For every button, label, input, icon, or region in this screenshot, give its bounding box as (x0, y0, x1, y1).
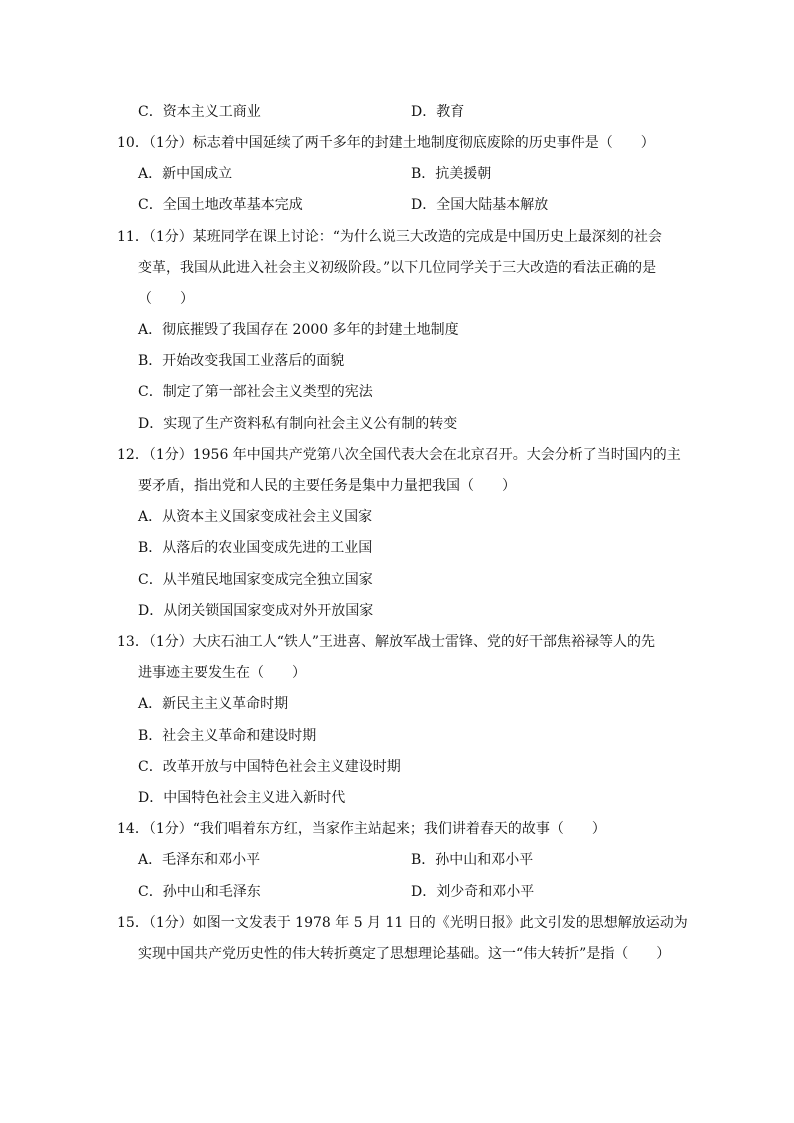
q13-option-b: B．社会主义革命和建设时期 (138, 728, 317, 744)
q12-stem-line1: 12．（1分）1956 年中国共产党第八次全国代表大会在北京召开。大会分析了当时国内的主 (117, 447, 681, 463)
q11-option-b: B．开始改变我国工业落后的面貌 (138, 353, 345, 369)
q13-option-a: A．新民主主义革命时期 (138, 696, 289, 712)
q11-stem-line3: （ ） (138, 291, 194, 307)
q10-option-c: C．全国土地改革基本完成 (138, 197, 303, 213)
q12-option-c: C．从半殖民地国家变成完全独立国家 (138, 572, 373, 588)
q9-option-d: D．教育 (411, 104, 465, 120)
q12-option-d: D．从闭关锁国国家变成对外开放国家 (138, 603, 374, 619)
q13-stem-line2: 进事迹主要发生在（ ） (138, 665, 306, 681)
q13-option-c: C．改革开放与中国特色社会主义建设时期 (138, 759, 401, 775)
q13-stem-line1: 13．（1分）大庆石油工人“铁人”王进喜、解放军战士雷锋、党的好干部焦裕禄等人的先 (117, 634, 656, 650)
q14-option-a: A．毛泽东和邓小平 (138, 852, 261, 868)
q12-option-b: B．从落后的农业国变成先进的工业国 (138, 540, 373, 556)
q10-stem: 10．（1分）标志着中国延续了两千多年的封建土地制度彻底废除的历史事件是（ ） (117, 135, 655, 151)
q13-option-d: D．中国特色社会主义进入新时代 (138, 790, 346, 806)
q14-option-c: C．孙中山和毛泽东 (138, 884, 261, 900)
q10-option-d: D．全国大陆基本解放 (411, 197, 549, 213)
q11-option-c: C．制定了第一部社会主义类型的宪法 (138, 384, 373, 400)
q10-option-a: A．新中国成立 (138, 166, 233, 182)
q11-option-d: D．实现了生产资料私有制向社会主义公有制的转变 (138, 416, 458, 432)
q15-stem-line2: 实现中国共产党历史性的伟大转折奠定了思想理论基础。这一“伟大转折”是指（ ） (138, 946, 671, 962)
q9-option-c: C．资本主义工商业 (138, 104, 261, 120)
q11-option-a: A．彻底摧毁了我国存在 2000 多年的封建土地制度 (138, 322, 459, 338)
q11-stem-line1: 11．（1分）某班同学在课上讨论：“为什么说三大改造的完成是中国历史上最深刻的社会 (117, 229, 662, 245)
q15-stem-line1: 15．（1分）如图一文发表于 1978 年 5 月 11 日的《光明日报》此文引发的思想解放运动为 (117, 915, 688, 931)
q12-stem-line2: 要矛盾，指出党和人民的主要任务是集中力量把我国（ ） (138, 478, 516, 494)
q10-option-b: B．抗美援朝 (411, 166, 492, 182)
q14-option-b: B．孙中山和邓小平 (411, 852, 534, 868)
q14-stem: 14．（1分）“我们唱着东方红，当家作主站起来；我们讲着春天的故事（ ） (117, 821, 606, 837)
q14-option-d: D．刘少奇和邓小平 (411, 884, 535, 900)
q12-option-a: A．从资本主义国家变成社会主义国家 (138, 509, 373, 525)
q11-stem-line2: 变革，我国从此进入社会主义初级阶段。”以下几位同学关于三大改造的看法正确的是 (138, 260, 657, 276)
